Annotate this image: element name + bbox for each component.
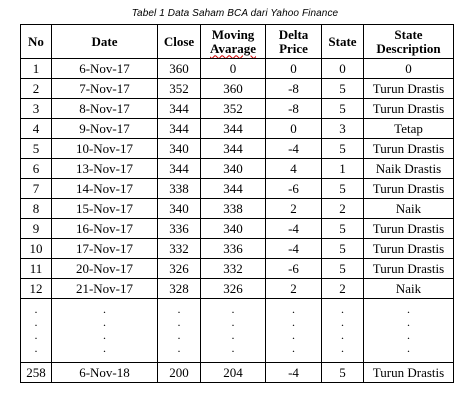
cell-no: 8 xyxy=(21,199,52,219)
header-state-description xyxy=(364,25,454,59)
cell-date: 7-Nov-17 xyxy=(52,79,158,99)
header-state-description-line1: State xyxy=(394,26,423,42)
header-state: State xyxy=(322,25,364,59)
cell-state: 5 xyxy=(322,219,364,239)
cell-state: 3 xyxy=(322,119,364,139)
cell-delta-price: 0 xyxy=(266,119,322,139)
header-moving-average-line1: Moving xyxy=(211,26,255,42)
cell-delta-price: -6 xyxy=(266,259,322,279)
cell-no: 1 xyxy=(21,59,52,79)
cell-state-description: Turun Drastis xyxy=(364,363,454,383)
ellipsis-cell: . . . . xyxy=(364,299,454,363)
cell-moving-average: 340 xyxy=(201,219,266,239)
ellipsis-cell: . . . . xyxy=(322,299,364,363)
header-close: Close xyxy=(158,25,201,59)
table-body xyxy=(21,59,454,383)
cell-state: 5 xyxy=(322,179,364,199)
cell-close: 200 xyxy=(158,363,201,383)
cell-date: 9-Nov-17 xyxy=(52,119,158,139)
header-moving-average-line2: Avarage xyxy=(210,40,256,56)
cell-state: 1 xyxy=(322,159,364,179)
cell-state-description: Tetap xyxy=(364,119,454,139)
header-state-description-line2: Description xyxy=(376,40,441,56)
cell-date: 20-Nov-17 xyxy=(52,259,158,279)
cell-moving-average: 344 xyxy=(201,139,266,159)
table-row xyxy=(21,119,454,139)
cell-close: 344 xyxy=(158,159,201,179)
cell-close: 336 xyxy=(158,219,201,239)
stock-data-table xyxy=(20,24,454,383)
table-row xyxy=(21,179,454,199)
cell-close: 344 xyxy=(158,119,201,139)
cell-state-description: Turun Drastis xyxy=(364,99,454,119)
cell-delta-price: 0 xyxy=(266,59,322,79)
cell-close: 344 xyxy=(158,99,201,119)
header-date: Date xyxy=(52,25,158,59)
cell-no: 11 xyxy=(21,259,52,279)
table-row xyxy=(21,259,454,279)
table-row xyxy=(21,59,454,79)
cell-state: 5 xyxy=(322,99,364,119)
cell-delta-price: -4 xyxy=(266,219,322,239)
cell-close: 340 xyxy=(158,139,201,159)
cell-delta-price: 4 xyxy=(266,159,322,179)
cell-close: 328 xyxy=(158,279,201,299)
table-caption: Tabel 1 Data Saham BCA dari Yahoo Finance xyxy=(131,8,339,19)
cell-no: 7 xyxy=(21,179,52,199)
cell-date: 6-Nov-18 xyxy=(52,363,158,383)
cell-no: 3 xyxy=(21,99,52,119)
ellipsis-cell: . . . . xyxy=(201,299,266,363)
table-row-last xyxy=(21,363,454,383)
cell-state: 5 xyxy=(322,239,364,259)
cell-date: 14-Nov-17 xyxy=(52,179,158,199)
cell-no: 4 xyxy=(21,119,52,139)
header-delta-price xyxy=(266,25,322,59)
cell-state-description: Naik Drastis xyxy=(364,159,454,179)
cell-state-description: Turun Drastis xyxy=(364,179,454,199)
cell-state-description: Turun Drastis xyxy=(364,139,454,159)
cell-no: 5 xyxy=(21,139,52,159)
cell-moving-average: 204 xyxy=(201,363,266,383)
cell-close: 332 xyxy=(158,239,201,259)
header-delta-price-line1: Delta xyxy=(278,26,309,42)
cell-close: 352 xyxy=(158,79,201,99)
ellipsis-cell: . . . . xyxy=(52,299,158,363)
cell-state: 2 xyxy=(322,199,364,219)
header-moving-average xyxy=(201,25,266,59)
cell-no: 2 xyxy=(21,79,52,99)
cell-delta-price: -8 xyxy=(266,79,322,99)
cell-state: 5 xyxy=(322,363,364,383)
cell-state-description: Naik xyxy=(364,199,454,219)
ellipsis-cell: . . . . xyxy=(266,299,322,363)
cell-moving-average: 326 xyxy=(201,279,266,299)
cell-state-description: Turun Drastis xyxy=(364,259,454,279)
cell-delta-price: 2 xyxy=(266,199,322,219)
cell-date: 17-Nov-17 xyxy=(52,239,158,259)
cell-close: 340 xyxy=(158,199,201,219)
cell-state: 2 xyxy=(322,279,364,299)
table-row xyxy=(21,99,454,119)
cell-state: 5 xyxy=(322,259,364,279)
header-row xyxy=(21,25,454,59)
cell-delta-price: -6 xyxy=(266,179,322,199)
cell-moving-average: 360 xyxy=(201,79,266,99)
cell-delta-price: -4 xyxy=(266,139,322,159)
cell-delta-price: -4 xyxy=(266,239,322,259)
cell-close: 360 xyxy=(158,59,201,79)
cell-moving-average: 344 xyxy=(201,179,266,199)
cell-delta-price: 2 xyxy=(266,279,322,299)
cell-date: 21-Nov-17 xyxy=(52,279,158,299)
cell-date: 13-Nov-17 xyxy=(52,159,158,179)
header-delta-price-line2: Price xyxy=(279,40,308,56)
cell-no: 12 xyxy=(21,279,52,299)
cell-moving-average: 340 xyxy=(201,159,266,179)
cell-no: 10 xyxy=(21,239,52,259)
table-row xyxy=(21,79,454,99)
cell-date: 16-Nov-17 xyxy=(52,219,158,239)
cell-moving-average: 352 xyxy=(201,99,266,119)
table-row xyxy=(21,219,454,239)
cell-delta-price: -8 xyxy=(266,99,322,119)
cell-moving-average: 332 xyxy=(201,259,266,279)
cell-date: 6-Nov-17 xyxy=(52,59,158,79)
cell-state-description: Turun Drastis xyxy=(364,239,454,259)
cell-moving-average: 338 xyxy=(201,199,266,219)
cell-date: 10-Nov-17 xyxy=(52,139,158,159)
cell-delta-price: -4 xyxy=(266,363,322,383)
cell-no: 6 xyxy=(21,159,52,179)
cell-state: 5 xyxy=(322,79,364,99)
cell-state-description: 0 xyxy=(364,59,454,79)
table-row xyxy=(21,199,454,219)
cell-no: 9 xyxy=(21,219,52,239)
ellipsis-cell: . . . . xyxy=(158,299,201,363)
table-row xyxy=(21,279,454,299)
header-no: No xyxy=(21,25,52,59)
table-row xyxy=(21,159,454,179)
cell-state: 0 xyxy=(322,59,364,79)
cell-moving-average: 336 xyxy=(201,239,266,259)
cell-close: 338 xyxy=(158,179,201,199)
ellipsis-cell: . . . . xyxy=(21,299,52,363)
cell-state-description: Turun Drastis xyxy=(364,79,454,99)
cell-state: 5 xyxy=(322,139,364,159)
cell-date: 15-Nov-17 xyxy=(52,199,158,219)
table-row xyxy=(21,139,454,159)
cell-date: 8-Nov-17 xyxy=(52,99,158,119)
cell-moving-average: 344 xyxy=(201,119,266,139)
ellipsis-row xyxy=(21,299,454,363)
cell-state-description: Turun Drastis xyxy=(364,219,454,239)
cell-no: 258 xyxy=(21,363,52,383)
cell-state-description: Naik xyxy=(364,279,454,299)
cell-moving-average: 0 xyxy=(201,59,266,79)
cell-close: 326 xyxy=(158,259,201,279)
table-row xyxy=(21,239,454,259)
